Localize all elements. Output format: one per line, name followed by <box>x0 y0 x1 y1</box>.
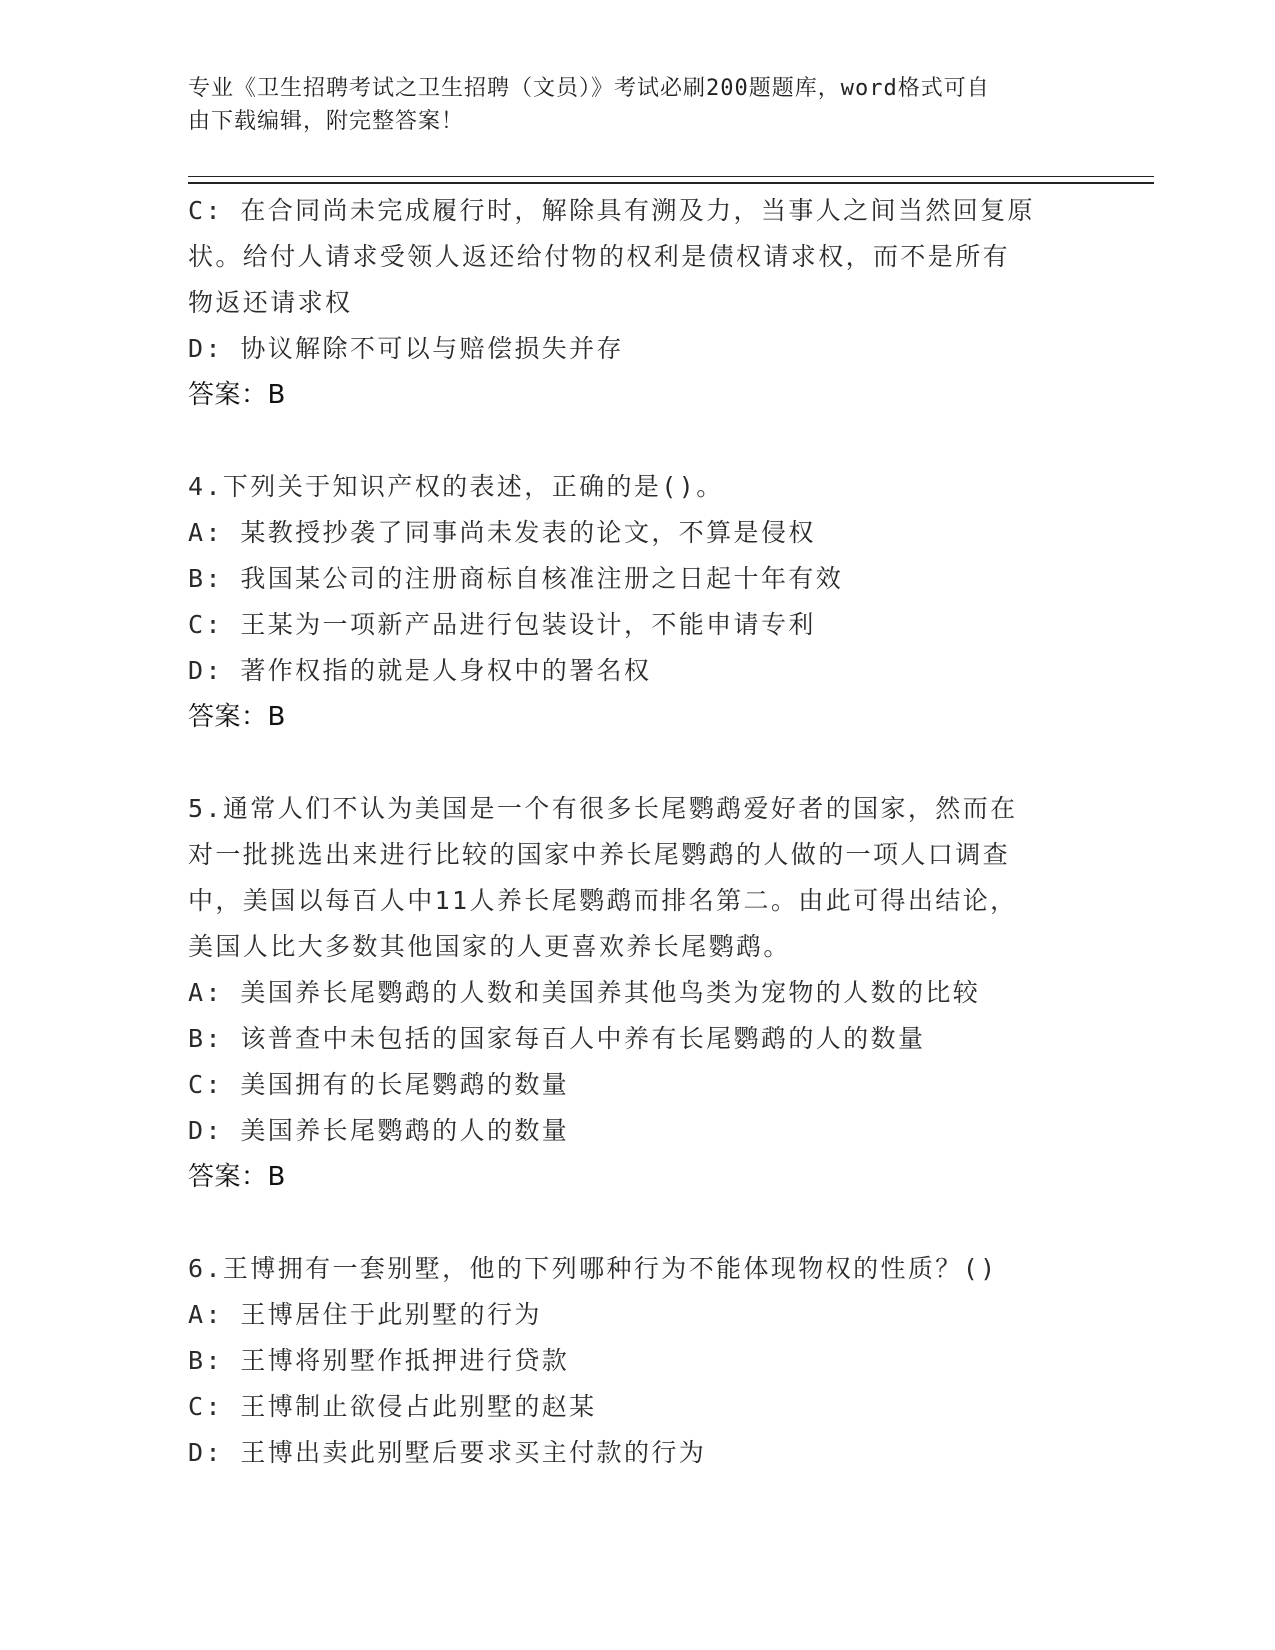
option-a: A: 美国养长尾鹦鹉的人数和美国养其他鸟类为宠物的人数的比较 <box>188 978 981 1007</box>
option-c-line-2: 状。给付人请求受领人返还给付物的权利是债权请求权，而不是所有 <box>188 242 1011 271</box>
option-b: B: 该普查中未包括的国家每百人中养有长尾鹦鹉的人的数量 <box>188 1024 926 1053</box>
spacer <box>188 740 1088 786</box>
header-line-2: 由下载编辑，附完整答案！ <box>188 109 465 134</box>
page-header <box>188 72 1068 138</box>
question-5 <box>188 786 1088 1200</box>
option-d: D: 王博出卖此别墅后要求买主付款的行为 <box>188 1438 707 1467</box>
document-body <box>188 188 1088 1476</box>
question-4 <box>188 464 1088 740</box>
answer: 答案：B <box>188 1162 286 1192</box>
question-6 <box>188 1246 1088 1476</box>
option-c: C: 美国拥有的长尾鹦鹉的数量 <box>188 1070 570 1099</box>
question-stem: 6.王博拥有一套别墅，他的下列哪种行为不能体现物权的性质？() <box>188 1254 998 1283</box>
option-b: B: 我国某公司的注册商标自核准注册之日起十年有效 <box>188 564 844 593</box>
option-c-line-3: 物返还请求权 <box>188 288 353 317</box>
option-a: A: 某教授抄袭了同事尚未发表的论文，不算是侵权 <box>188 518 816 547</box>
option-c-line-1: C: 在合同尚未完成履行时，解除具有溯及力，当事人之间当然回复原 <box>188 196 1035 225</box>
option-d: D: 著作权指的就是人身权中的署名权 <box>188 656 652 685</box>
option-a: A: 王博居住于此别墅的行为 <box>188 1300 542 1329</box>
option-b: B: 王博将别墅作抵押进行贷款 <box>188 1346 570 1375</box>
question-3-tail <box>188 188 1088 418</box>
header-line-1: 专业《卫生招聘考试之卫生招聘（文员）》考试必刷200题题库，word格式可自 <box>188 76 990 101</box>
question-stem: 4.下列关于知识产权的表述，正确的是()。 <box>188 472 724 501</box>
spacer <box>188 418 1088 464</box>
answer: 答案：B <box>188 380 286 410</box>
option-c: C: 王博制止欲侵占此别墅的赵某 <box>188 1392 597 1421</box>
question-stem-line-1: 5.通常人们不认为美国是一个有很多长尾鹦鹉爱好者的国家，然而在 <box>188 794 1018 823</box>
header-divider-top <box>188 176 1154 177</box>
question-stem-line-4: 美国人比大多数其他国家的人更喜欢养长尾鹦鹉。 <box>188 932 791 961</box>
answer: 答案：B <box>188 702 286 732</box>
question-stem-line-3: 中，美国以每百人中11人养长尾鹦鹉而排名第二。由此可得出结论， <box>188 886 1018 915</box>
header-divider-bottom <box>188 182 1154 184</box>
option-d: D: 协议解除不可以与赔偿损失并存 <box>188 334 624 363</box>
spacer <box>188 1200 1088 1246</box>
option-d: D: 美国养长尾鹦鹉的人的数量 <box>188 1116 570 1145</box>
option-c: C: 王某为一项新产品进行包装设计，不能申请专利 <box>188 610 816 639</box>
question-stem-line-2: 对一批挑选出来进行比较的国家中养长尾鹦鹉的人做的一项人口调查 <box>188 840 1011 869</box>
